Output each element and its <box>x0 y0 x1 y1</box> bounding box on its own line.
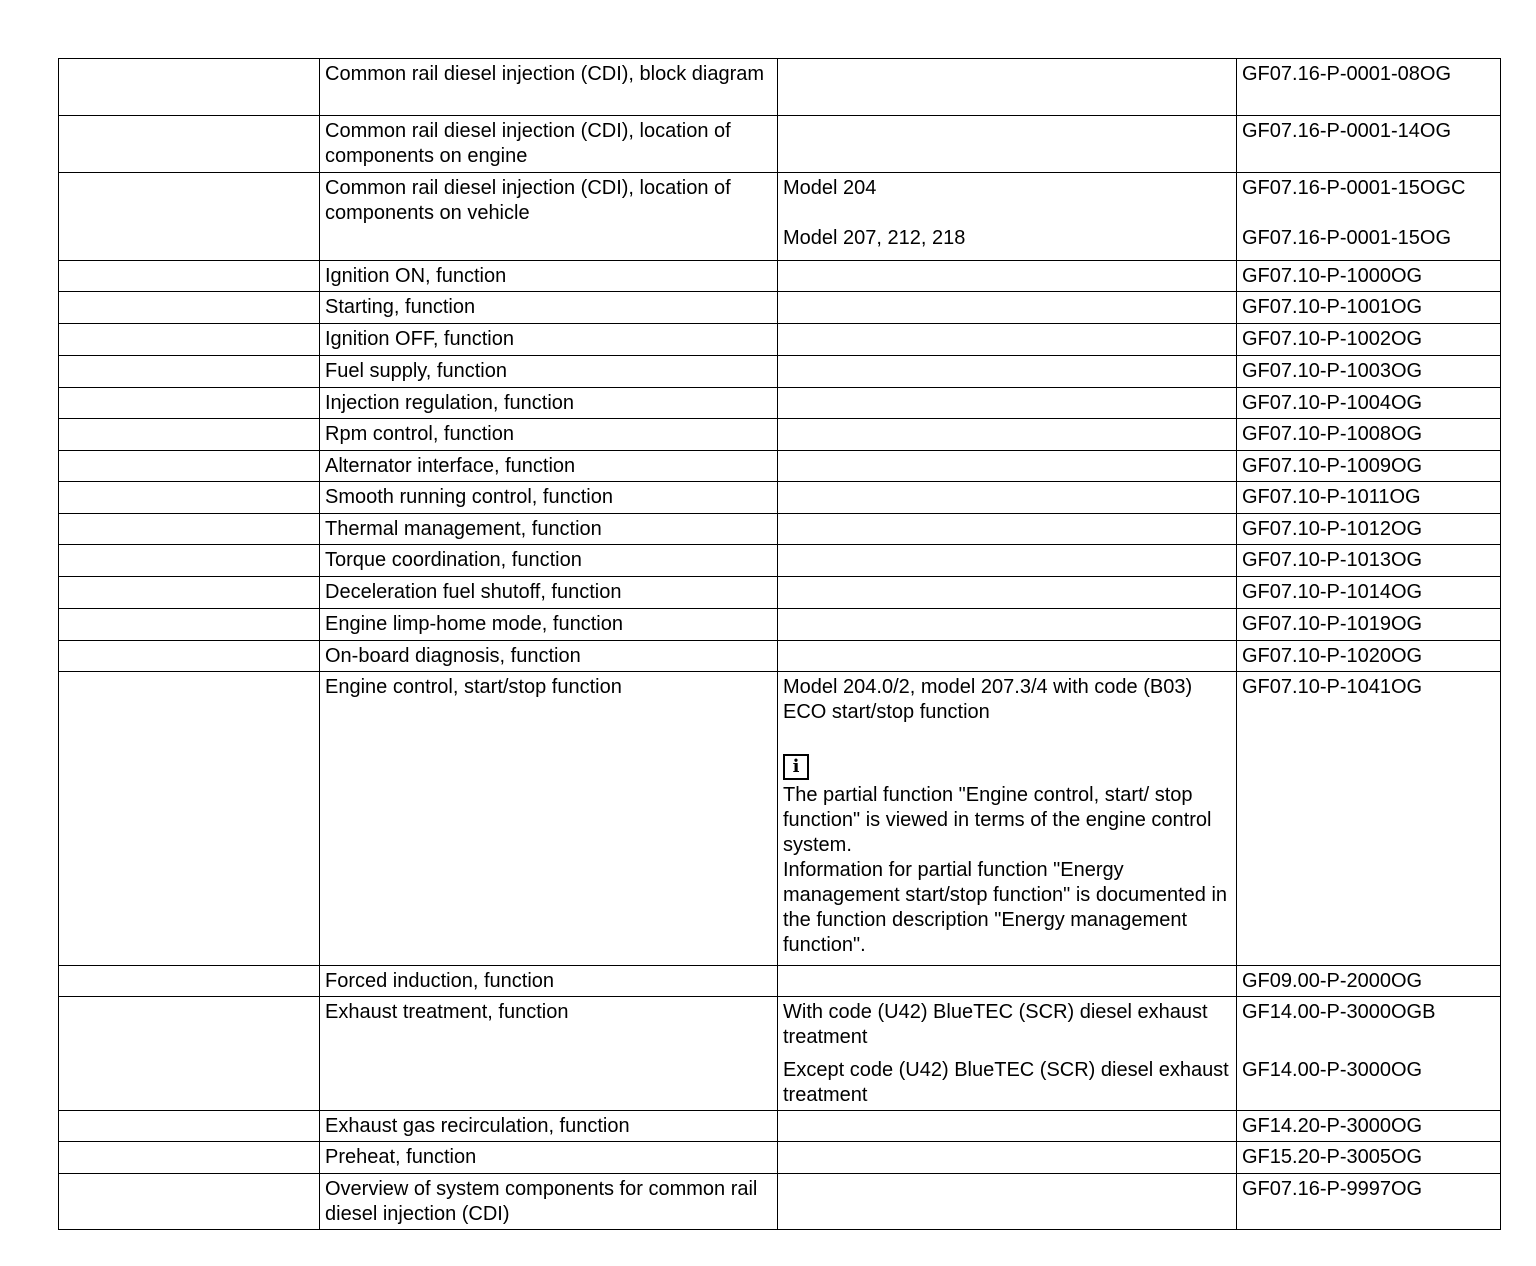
description-cell: Ignition ON, function <box>320 261 778 292</box>
document-cell[interactable]: GF07.10-P-1008OG <box>1237 419 1501 451</box>
note-text: Model 207, 212, 218 <box>783 227 966 249</box>
table-row <box>59 577 1501 609</box>
document-link[interactable]: GF07.16-P-0001-15OGC <box>1242 177 1466 199</box>
description-cell: Exhaust treatment, function <box>320 997 778 1111</box>
description-cell: Engine control, start/stop function <box>320 672 778 966</box>
group-cell <box>59 1142 320 1174</box>
description-cell: Smooth running control, function <box>320 482 778 514</box>
group-cell <box>59 451 320 482</box>
notes-cell <box>778 1142 1237 1174</box>
note-text: Model 204 <box>783 177 877 199</box>
description-cell: Engine limp-home mode, function <box>320 609 778 641</box>
table-row <box>59 514 1501 545</box>
note-text: With code (U42) BlueTEC (SCR) diesel exhaust treatment <box>783 1001 1208 1048</box>
table-row <box>59 59 1501 116</box>
description-cell: Forced induction, function <box>320 966 778 997</box>
description-cell: Common rail diesel injection (CDI), location of components on vehicle <box>320 173 778 261</box>
function-reference-table <box>58 58 1501 1230</box>
group-cell <box>59 356 320 388</box>
notes-cell <box>778 545 1237 577</box>
notes-cell <box>778 482 1237 514</box>
table-row <box>59 609 1501 641</box>
group-cell <box>59 997 320 1111</box>
group-cell <box>59 419 320 451</box>
description-cell: Common rail diesel injection (CDI), location of components on engine <box>320 116 778 173</box>
document-cell[interactable]: GF07.10-P-1041OG <box>1237 672 1501 966</box>
info-icon-wrapper <box>783 750 1231 783</box>
document-cell[interactable]: GF09.00-P-2000OG <box>1237 966 1501 997</box>
notes-cell <box>778 292 1237 324</box>
group-cell <box>59 1174 320 1230</box>
document-link[interactable]: GF07.16-P-0001-15OG <box>1242 227 1451 249</box>
notes-cell <box>778 1174 1237 1230</box>
table-row <box>59 482 1501 514</box>
group-cell <box>59 966 320 997</box>
table-row <box>59 261 1501 292</box>
description-cell: Rpm control, function <box>320 419 778 451</box>
group-cell <box>59 261 320 292</box>
group-cell <box>59 292 320 324</box>
document-cell[interactable]: GF07.10-P-1003OG <box>1237 356 1501 388</box>
description-cell: Ignition OFF, function <box>320 324 778 356</box>
description-cell: Thermal management, function <box>320 514 778 545</box>
document-cell[interactable]: GF07.10-P-1019OG <box>1237 609 1501 641</box>
group-cell <box>59 59 320 116</box>
document-cell[interactable]: GF07.10-P-1009OG <box>1237 451 1501 482</box>
document-cell[interactable]: GF07.10-P-1014OG <box>1237 577 1501 609</box>
group-cell <box>59 1111 320 1142</box>
group-cell <box>59 482 320 514</box>
table-row <box>59 997 1501 1111</box>
document-cell[interactable]: GF07.10-P-1002OG <box>1237 324 1501 356</box>
notes-cell <box>778 641 1237 672</box>
group-cell <box>59 173 320 261</box>
table-row-startstop <box>59 672 1501 966</box>
info-note-text: Information for partial function "Energy management start/stop function" is documented in the function description "Energy management function". <box>783 859 1228 956</box>
description-cell: Common rail diesel injection (CDI), block diagram <box>320 59 778 116</box>
notes-cell <box>778 59 1237 116</box>
document-cell[interactable]: GF07.10-P-1013OG <box>1237 545 1501 577</box>
group-cell <box>59 545 320 577</box>
group-cell <box>59 672 320 966</box>
info-note-text: The partial function "Engine control, start/ stop function" is viewed in terms of the engine control system. <box>783 784 1212 856</box>
group-cell <box>59 116 320 173</box>
description-cell: Fuel supply, function <box>320 356 778 388</box>
table-row <box>59 1142 1501 1174</box>
document-cell[interactable]: GF07.10-P-1001OG <box>1237 292 1501 324</box>
table-row <box>59 292 1501 324</box>
description-cell: Exhaust gas recirculation, function <box>320 1111 778 1142</box>
notes-cell <box>778 388 1237 419</box>
notes-cell <box>778 173 1237 261</box>
notes-cell <box>778 1111 1237 1142</box>
notes-cell <box>778 419 1237 451</box>
document-cell <box>1237 997 1501 1111</box>
group-cell <box>59 641 320 672</box>
table-row <box>59 173 1501 261</box>
document-cell[interactable]: GF07.10-P-1011OG <box>1237 482 1501 514</box>
notes-cell <box>778 966 1237 997</box>
notes-cell <box>778 324 1237 356</box>
notes-cell <box>778 356 1237 388</box>
document-link[interactable]: GF14.00-P-3000OG <box>1242 1059 1423 1081</box>
note-text: Except code (U42) BlueTEC (SCR) diesel exhaust treatment <box>783 1059 1229 1106</box>
table-row <box>59 356 1501 388</box>
table-row <box>59 116 1501 173</box>
notes-cell <box>778 261 1237 292</box>
table-row <box>59 1174 1501 1230</box>
notes-cell <box>778 997 1237 1111</box>
document-cell[interactable]: GF07.10-P-1004OG <box>1237 388 1501 419</box>
description-cell: On-board diagnosis, function <box>320 641 778 672</box>
description-cell: Deceleration fuel shutoff, function <box>320 577 778 609</box>
description-cell: Torque coordination, function <box>320 545 778 577</box>
table-row <box>59 641 1501 672</box>
group-cell <box>59 577 320 609</box>
document-cell[interactable]: GF15.20-P-3005OG <box>1237 1142 1501 1174</box>
group-cell <box>59 388 320 419</box>
table-row <box>59 545 1501 577</box>
notes-cell <box>778 451 1237 482</box>
table-row <box>59 966 1501 997</box>
description-cell: Preheat, function <box>320 1142 778 1174</box>
document-cell[interactable]: GF07.10-P-1000OG <box>1237 261 1501 292</box>
description-cell: Injection regulation, function <box>320 388 778 419</box>
group-cell <box>59 324 320 356</box>
table-row <box>59 451 1501 482</box>
document-cell <box>1237 173 1501 261</box>
document-cell[interactable]: GF07.16-P-9997OG <box>1237 1174 1501 1230</box>
document-cell[interactable]: GF14.20-P-3000OG <box>1237 1111 1501 1142</box>
info-icon: i <box>783 754 809 780</box>
condition-text: Model 204.0/2, model 207.3/4 with code (B03) ECO start/stop function <box>783 676 1193 723</box>
notes-cell <box>778 609 1237 641</box>
table-row <box>59 324 1501 356</box>
group-cell <box>59 514 320 545</box>
document-cell[interactable]: GF07.16-P-0001-08OG <box>1237 59 1501 116</box>
notes-cell <box>778 116 1237 173</box>
group-cell <box>59 609 320 641</box>
notes-cell <box>778 672 1237 966</box>
table-row <box>59 388 1501 419</box>
notes-cell <box>778 577 1237 609</box>
document-cell[interactable]: GF07.16-P-0001-14OG <box>1237 116 1501 173</box>
document-cell[interactable]: GF07.10-P-1012OG <box>1237 514 1501 545</box>
description-cell: Starting, function <box>320 292 778 324</box>
description-cell: Overview of system components for common rail diesel injection (CDI) <box>320 1174 778 1230</box>
document-cell[interactable]: GF07.10-P-1020OG <box>1237 641 1501 672</box>
description-cell: Alternator interface, function <box>320 451 778 482</box>
table-body <box>59 59 1501 1230</box>
table-row <box>59 419 1501 451</box>
table-row <box>59 1111 1501 1142</box>
notes-cell <box>778 514 1237 545</box>
document-link[interactable]: GF14.00-P-3000OGB <box>1242 1001 1436 1023</box>
